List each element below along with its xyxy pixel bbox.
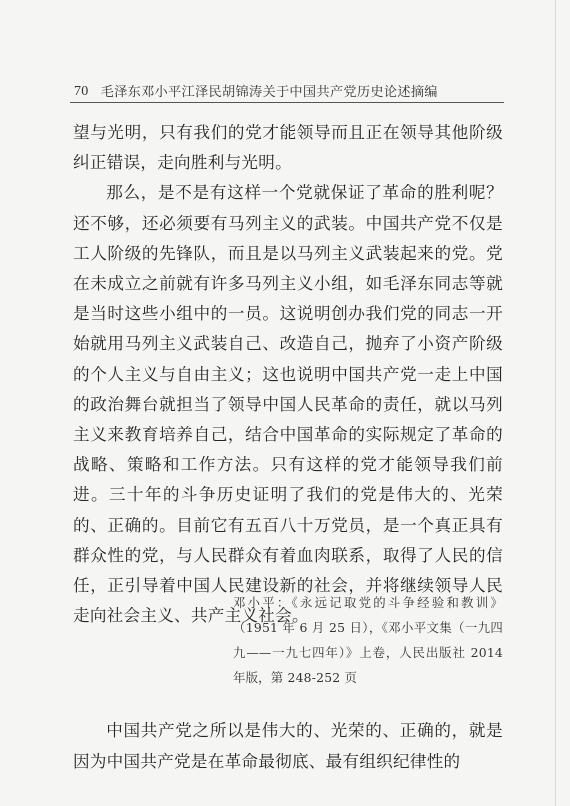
paragraph-continued: 望与光明，只有我们的党才能领导而且正在领导其他阶级纠正错误，走向胜利与光明。 (73, 123, 503, 173)
paragraph-next: 中国共产党之所以是伟大的、光荣的、正确的，就是因为中国共产党是在革命最彻底、最有组织纪律性的 (73, 721, 503, 771)
page-number: 70 (74, 84, 89, 99)
next-section-text (73, 716, 503, 777)
running-header (74, 74, 504, 100)
header-rule (70, 102, 504, 103)
paragraph-main: 那么，是不是有这样一个党就保证了革命的胜利呢？还不够，还必须要有马列主义的武装。中国共产党不仅是工人阶级的先锋队，而且是以马列主义武装起来的党。党在未成立之前就有许多马列主义小组，如毛泽东同志等就是当时这些小组中的一员。这说明创办我们党的同志一开始就用马列主义武装自己、改造自己，抛弃了小资产阶级的个人主义与自由主义；这也说明中国共产党一走上中国的政治舞台就担当了领导中国人民革命的责任，就以马列主义来教育培养自己，结合中国革命的实际规定了革命的战略、策略和工作方法。只有这样的党才能领导我们前进。三十年的斗争历史证明了我们的党是伟大的、光荣的、正确的。目前它有五百八十万党员，是一个真正具有群众性的党，与人民群众有着血肉联系，取得了人民的信任，正引导着中国人民建设新的社会，并将继续领导人民走向社会主义、共产主义社会。 (73, 183, 503, 626)
page-edge-divider (555, 0, 556, 806)
source-citation: 邓小平：《永远记取党的斗争经验和教训》（1951 年 6 月 25 日），《邓小平文集（一九四九——一九七四年）》上卷，人民出版社 2014 年版，第 248-252 页 (233, 595, 503, 685)
running-header-title: 毛泽东邓小平江泽民胡锦涛关于中国共产党历史论述摘编 (100, 85, 438, 100)
main-text (73, 118, 503, 631)
